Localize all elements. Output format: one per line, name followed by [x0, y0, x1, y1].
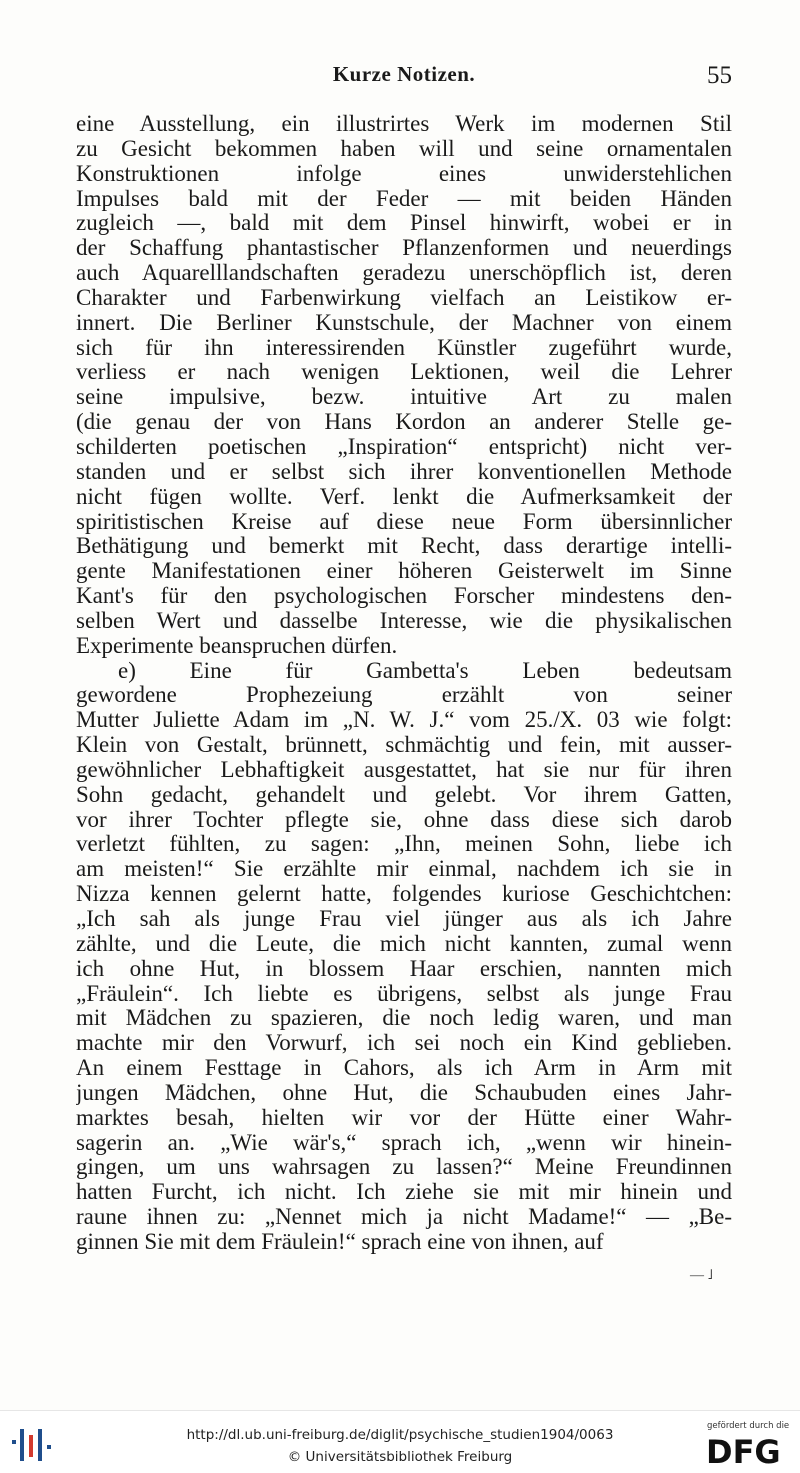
text-line: am meisten!“ Sie erzählte mir einmal, nachdem ich sie in [76, 857, 732, 882]
copyright-notice: © Universitätsbibliothek Freiburg [287, 1449, 513, 1465]
text-line: „Fräulein“. Ich liebte es übrigens, selbst als junge Frau [76, 981, 732, 1006]
dfg-caption: gefördert durch die [707, 1421, 790, 1431]
text-line: Konstruktionen infolge eines unwiderstehlichen [76, 161, 732, 186]
dfg-logo-text: DFG [706, 1433, 781, 1467]
text-line: zählte, und die Leute, die mich nicht kannten, zumal wenn [76, 931, 732, 956]
text-line: Kant's für den psychologischen Forscher mindestens den- [76, 584, 732, 609]
text-line: schilderten poetischen „Inspiration“ entspricht) nicht ver- [76, 434, 732, 459]
running-head: Kurze Notizen. [332, 62, 476, 86]
text-line: Mutter Juliette Adam im „N. W. J.“ vom 25./X. 03 wie folgt: [76, 708, 732, 733]
text-line: selben Wert und dasselbe Interesse, wie die physikalischen [76, 608, 732, 633]
dfg-logo [706, 1433, 790, 1467]
text-line: vor ihrer Tochter pflegte sie, ohne dass diese sich darob [76, 807, 732, 832]
text-line: gente Manifestationen einer höheren Geisterwelt im Sinne [76, 559, 732, 584]
source-url-link[interactable]: http://dl.ub.uni-freiburg.de/diglit/psychische_studien1904/0063 [186, 1427, 614, 1443]
text-line: verliess er nach wenigen Lektionen, weil die Lehrer [76, 360, 732, 385]
text-line: ginnen Sie mit dem Fräulein!“ sprach eine von ihnen, auf [76, 1229, 604, 1254]
text-line: raune ihnen zu: „Nennet mich ja nicht Madame!“ — „Be- [76, 1205, 732, 1230]
text-line: seine impulsive, bezw. intuitive Art zu malen [76, 385, 732, 410]
text-line: (die genau der von Hans Kordon an anderer Stelle ge- [76, 410, 732, 435]
text-line: hatten Furcht, ich nicht. Ich ziehe sie mit mir hinein und [76, 1180, 732, 1205]
text-line: innert. Die Berliner Kunstschule, der Machner von einem [76, 310, 732, 335]
text-line: Bethätigung und bemerkt mit Recht, dass derartige intelli- [76, 534, 732, 559]
page-header [76, 62, 732, 92]
text-line: Experimente beanspruchen dürfen. [76, 633, 398, 658]
text-line: zugleich —, bald mit dem Pinsel hinwirft, wobei er in [76, 211, 732, 236]
text-line: machte mir den Vorwurf, ich sei noch ein Kind geblieben. [76, 1031, 732, 1056]
text-line: sagerin an. „Wie wär's,“ sprach ich, „wenn wir hinein- [76, 1130, 732, 1155]
text-line: Charakter und Farbenwirkung vielfach an Leistikow er- [76, 285, 732, 310]
body-text [76, 112, 732, 1255]
text-line: An einem Festtage in Cahors, als ich Arm in Arm mit [76, 1056, 732, 1081]
text-line: der Schaffung phantastischer Pflanzenformen und neuerdings [76, 236, 732, 261]
text-line: ich ohne Hut, in blossem Haar erschien, nannten mich [76, 956, 732, 981]
text-line: gewordene Prophezeiung erzählt von seiner [76, 683, 732, 708]
text-line: standen und er selbst sich ihrer konventionellen Methode [76, 459, 732, 484]
text-line: Nizza kennen gelernt hatte, folgendes kuriose Geschichtchen: [76, 882, 732, 907]
text-line: gewöhnlicher Lebhaftigkeit ausgestattet, hat sie nur für ihren [76, 757, 732, 782]
text-line: verletzt fühlten, zu sagen: „Ihn, meinen Sohn, liebe ich [76, 832, 732, 857]
text-line: Sohn gedacht, gehandelt und gelebt. Vor ihrem Gatten, [76, 782, 732, 807]
text-line: marktes besah, hielten wir vor der Hütte einer Wahr- [76, 1105, 732, 1130]
text-line: spiritistischen Kreise auf diese neue Form übersinnlicher [76, 509, 732, 534]
text-line: „Ich sah als junge Frau viel jünger aus als ich Jahre [76, 907, 732, 931]
text-line: Klein von Gestalt, brünnett, schmächtig und fein, mit ausser- [76, 733, 732, 758]
page-number: 55 [707, 62, 732, 89]
text-line: auch Aquarelllandschaften geradezu unerschöpflich ist, deren [76, 261, 732, 286]
text-line: nicht fügen wollte. Verf. lenkt die Aufmerksamkeit der [76, 484, 732, 509]
text-line: jungen Mädchen, ohne Hut, die Schaubuden eines Jahr- [76, 1080, 732, 1105]
text-line: zu Gesicht bekommen haben will und seine ornamentalen [76, 136, 732, 161]
text-line: Impulses bald mit der Feder — mit beiden Händen [76, 186, 732, 211]
print-mark: — ˩ [690, 1268, 713, 1283]
text-line: e) Eine für Gambetta's Leben bedeutsam [118, 658, 732, 683]
text-line: mit Mädchen zu spazieren, die noch ledig waren, und man [76, 1006, 732, 1031]
footer-bar [0, 1410, 800, 1473]
text-line: sich für ihn interessirenden Künstler zugeführt wurde, [76, 335, 732, 360]
text-line: eine Ausstellung, ein illustrirtes Werk im modernen Stil [76, 112, 732, 136]
text-line: gingen, um uns wahrsagen zu lassen?“ Meine Freundinnen [76, 1155, 732, 1180]
